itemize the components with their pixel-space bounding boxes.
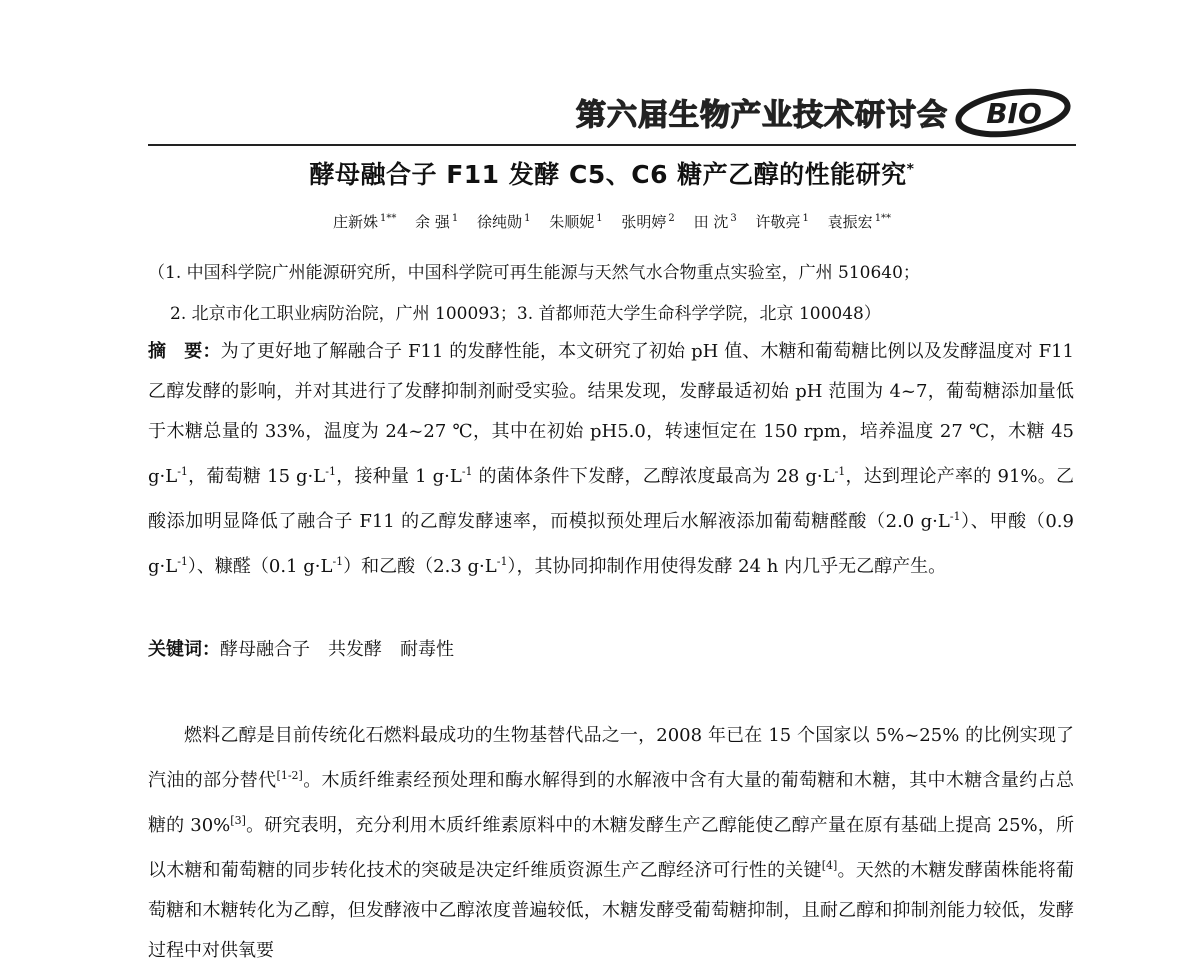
keyword: 耐毒性 (400, 639, 454, 660)
intro-text: 燃料乙醇是目前传统化石燃料最成功的生物基替代品之一，2008 年已在 15 个国家以 5%~25% 的比例实现了汽油的部分替代 (148, 725, 1074, 791)
intro-text: 。研究表明，充分利用木质纤维素原料中的木糖发酵生产乙醇能使乙醇产量在原有基础上提高 25%，所以木糖和葡萄糖的同步转化技术的突破是决定纤维质资源生产乙醇经济可行性的关键 (148, 815, 1074, 881)
bio-logo (954, 88, 1072, 138)
abstract-text: 为了更好地了解融合子 F11 的发酵性能，本文研究了初始 pH 值、木糖和葡萄糖比例以及发酵温度对 F11 乙醇发酵的影响，并对其进行了发酵抑制剂耐受实验。结果发现，发酵最适初始 pH 范围为 4~7，葡萄糖添加量低于木糖总量的 33%，温度为 24~27 ℃，其中在初始 pH5.0，转速恒定在 150 rpm，培养温度 27 ℃，木糖 45 g·L (148, 341, 1074, 487)
bio-logo-text: BIO (986, 97, 1042, 130)
author-name: 徐纯勋 (477, 213, 523, 231)
citation: [4] (821, 859, 838, 872)
author-name: 田 沈 (693, 213, 729, 231)
unit-exponent: -1 (177, 555, 188, 568)
unit-exponent: -1 (949, 510, 961, 523)
unit-exponent: -1 (177, 465, 188, 478)
author-list (148, 211, 1076, 232)
keywords (148, 630, 472, 670)
intro-text: 。天然的木糖发酵菌株能将葡萄糖和木糖转化为乙醇，但发酵液中乙醇浓度普遍较低，木糖发酵受葡萄糖抑制，且耐乙醇和抑制剂能力较低，发酵过程中对供氧要 (148, 860, 1075, 961)
abstract (148, 332, 1074, 587)
intro-text: 。木质纤维素经预处理和酶水解得到的水解液中含有大量的葡萄糖和木糖，其中木糖含量约占总糖的 30% (148, 770, 1074, 836)
abstract-text: ，达到理论产率的 91%。乙酸添加明显降低了融合子 F11 的乙醇发酵速率，而模拟预处理后水解液添加葡萄糖醛酸（2.0 g·L (148, 466, 1075, 532)
author-name: 袁振宏 (827, 213, 873, 231)
author (828, 213, 891, 231)
author-affiliation-mark: 1** (379, 213, 397, 224)
author-affiliation-mark: 1 (451, 213, 459, 224)
title-footnote-mark: * (906, 161, 915, 178)
author (694, 213, 737, 231)
author-name: 张明婷 (621, 213, 667, 231)
abstract-label: 摘 要： (148, 341, 221, 362)
abstract-text: ）和乙酸（2.3 g·L (343, 556, 497, 577)
paper-title (148, 155, 1076, 191)
author (415, 213, 458, 231)
author-affiliation-mark: 1 (596, 213, 603, 224)
affiliation-line-2: 2. 北京市化工职业病防治院，广州 100093；3. 首都师范大学生命科学学院，北京 100048） (170, 304, 881, 324)
header-rule (148, 144, 1076, 146)
author-affiliation-mark: 1 (802, 213, 809, 224)
abstract-text: ）、甲酸（0.9 g·L (148, 511, 1074, 577)
abstract-text: ，接种量 1 g·L (335, 466, 462, 487)
unit-exponent: -1 (325, 465, 336, 478)
unit-exponent: -1 (834, 465, 846, 478)
author-name: 朱顺妮 (549, 213, 595, 231)
abstract-text: 的菌体条件下发酵，乙醇浓度最高为 28 g·L (472, 466, 835, 487)
conference-name: 第六届生物产业技术研讨会 (576, 98, 948, 133)
intro-paragraph (148, 716, 1074, 971)
author-affiliation-mark: 1 (524, 213, 531, 224)
author-name: 庄新姝 (332, 213, 378, 231)
abstract-text: ），其协同抑制作用使得发酵 24 h 内几乎无乙醇产生。 (507, 556, 947, 577)
abstract-text: ，葡萄糖 15 g·L (187, 466, 326, 487)
author (477, 213, 530, 231)
title-text: 酵母融合子 F11 发酵 C5、C6 糖产乙醇的性能研究 (309, 160, 907, 189)
keyword: 共发酵 (328, 639, 382, 660)
affiliation-line-1: （1. 中国科学院广州能源研究所，中国科学院可再生能源与天然气水合物重点实验室，广州 510640； (148, 263, 920, 283)
citation: [1-2] (276, 769, 303, 782)
author-affiliation-mark: 2 (668, 213, 675, 224)
author-name: 许敬亮 (755, 213, 801, 231)
author (621, 213, 674, 231)
unit-exponent: -1 (332, 555, 344, 568)
keywords-label: 关键词： (148, 639, 220, 660)
author (756, 213, 809, 231)
author (333, 213, 396, 231)
page-header (148, 88, 1076, 148)
keyword: 酵母融合子 (220, 639, 310, 660)
author (549, 213, 602, 231)
author-name: 余 强 (415, 213, 450, 231)
unit-exponent: -1 (461, 465, 473, 478)
unit-exponent: -1 (496, 555, 508, 568)
citation: [3] (230, 814, 246, 827)
abstract-text: ）、糠醛（0.1 g·L (187, 556, 333, 577)
author-affiliation-mark: 1** (874, 213, 892, 224)
author-affiliation-mark: 3 (730, 213, 737, 224)
